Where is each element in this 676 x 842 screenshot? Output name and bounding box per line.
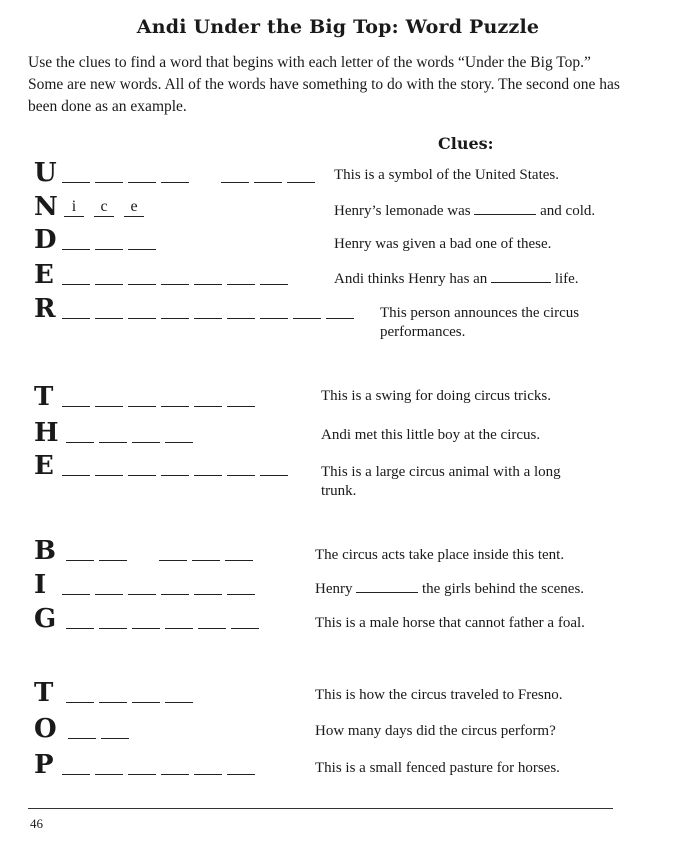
puzzle-row-o — [0, 714, 676, 744]
example-letter: e — [124, 198, 144, 217]
puzzle-row-n — [0, 192, 676, 222]
answer-blanks[interactable] — [66, 678, 193, 708]
instructions: Use the clues to find a word that begins with each letter of the words “Under the Big Top.” Some are new words. All of the words have something to do with the story. The second one has been done as an example. — [28, 54, 620, 115]
puzzle-letter: B — [34, 536, 56, 566]
puzzle-row-t — [0, 382, 676, 412]
clue-text: Andi met this little boy at the circus. — [321, 427, 541, 443]
clue-text: Henry was given a bad one of these. — [334, 236, 552, 252]
puzzle-row-p — [0, 750, 676, 780]
puzzle-letter: P — [34, 750, 54, 780]
puzzle-letter: U — [34, 158, 57, 188]
answer-blanks[interactable] — [62, 260, 288, 290]
clue-text: This person announces the circus performances. — [380, 305, 580, 340]
puzzle-row-u — [0, 158, 676, 188]
page-title: Andi Under the Big Top: Word Puzzle — [136, 16, 540, 38]
puzzle-row-h — [0, 418, 676, 448]
puzzle-row-t2 — [0, 678, 676, 708]
puzzle-letter: E — [34, 260, 54, 290]
clue-text: Henry’s lemonade was and cold. — [334, 203, 596, 219]
answer-blanks[interactable] — [62, 750, 255, 780]
clue-text: This is a small fenced pasture for horses. — [315, 760, 560, 776]
puzzle-letter: H — [34, 418, 59, 448]
answer-blanks[interactable] — [66, 604, 259, 634]
clue-text: This is a swing for doing circus tricks. — [321, 388, 551, 404]
answer-blanks[interactable] — [62, 570, 255, 600]
puzzle-letter: D — [34, 225, 57, 255]
example-letter: i — [64, 198, 84, 217]
puzzle-letter: G — [34, 604, 57, 634]
puzzle-letter: O — [34, 714, 57, 744]
clue-text: This is a male horse that cannot father a foal. — [315, 615, 585, 631]
puzzle-letter: I — [34, 570, 47, 600]
answer-blanks[interactable] — [62, 451, 288, 481]
puzzle-letter: R — [34, 294, 56, 324]
puzzle-letter: T — [34, 382, 54, 412]
clue-blank — [491, 270, 551, 283]
puzzle-row-e2 — [0, 451, 676, 499]
puzzle-row-i — [0, 570, 676, 600]
answer-blanks[interactable] — [62, 225, 156, 255]
clue-text: How many days did the circus perform? — [315, 723, 556, 739]
puzzle-row-b — [0, 536, 676, 566]
answer-blanks[interactable] — [62, 382, 255, 412]
clue-text: This is a large circus animal with a long trunk. — [321, 464, 561, 499]
puzzle-row-d — [0, 225, 676, 255]
page-number: 46 — [30, 816, 43, 831]
clue-blank — [356, 580, 418, 593]
example-answer — [64, 192, 144, 222]
answer-blanks[interactable] — [66, 418, 193, 448]
clue-text: This is a symbol of the United States. — [334, 167, 559, 183]
clues-heading: Clues: — [438, 134, 494, 153]
puzzle-row-e — [0, 260, 676, 290]
clue-text: This is how the circus traveled to Fresno. — [315, 687, 563, 703]
footer-divider — [28, 808, 613, 809]
puzzle-letter: N — [34, 192, 58, 222]
puzzle-letter: T — [34, 678, 54, 708]
clue-text: Henry the girls behind the scenes. — [315, 581, 585, 597]
clue-blank — [474, 202, 536, 215]
puzzle-letter: E — [34, 451, 54, 481]
clue-text: Andi thinks Henry has an life. — [334, 271, 579, 287]
puzzle-row-r — [0, 294, 676, 340]
answer-blanks[interactable] — [68, 714, 129, 744]
example-letter: c — [94, 198, 114, 217]
answer-blanks[interactable] — [62, 158, 315, 188]
answer-blanks[interactable] — [66, 536, 253, 566]
clue-text: The circus acts take place inside this tent. — [315, 547, 565, 563]
puzzle-row-g — [0, 604, 676, 634]
answer-blanks[interactable] — [62, 294, 354, 324]
